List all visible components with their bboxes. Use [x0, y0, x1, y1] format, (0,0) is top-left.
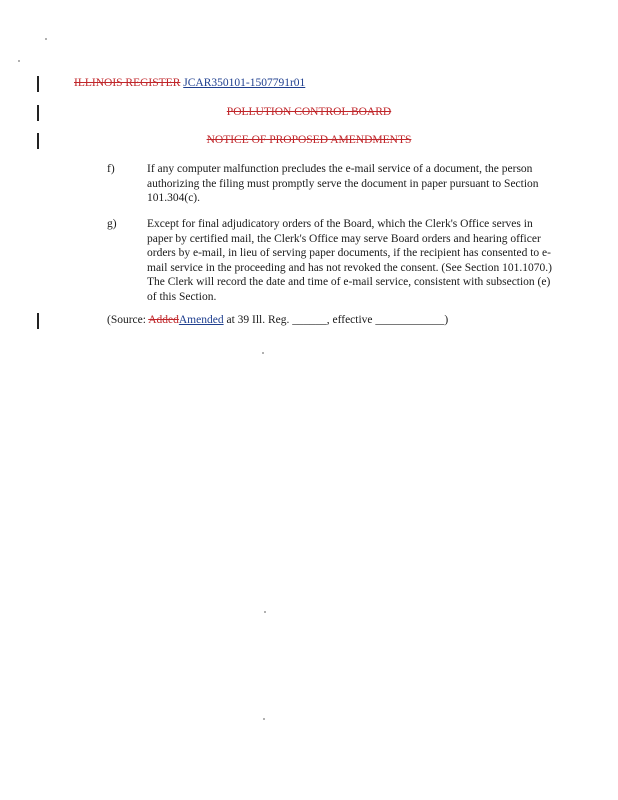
- item-text: If any computer malfunction precludes the e-mail service of a document, the person authorizing the filing must promptly serve the document in paper pursuant to Section 101.304(c).: [147, 163, 539, 204]
- register-deleted-text: ILLINOIS REGISTER: [74, 77, 181, 89]
- scan-speck: [263, 718, 265, 720]
- scan-speck: [18, 60, 20, 62]
- item-label: f): [107, 163, 115, 175]
- change-bar: [37, 313, 39, 329]
- notice-heading: NOTICE OF PROPOSED AMENDMENTS: [206, 134, 412, 146]
- register-inserted-text: JCAR350101-1507791r01: [183, 77, 306, 89]
- change-bar: [37, 76, 39, 92]
- item-text: Except for final adjudicatory orders of the Board, which the Clerk's Office serves in paper by certified mail, the Clerk's Office may serve Board orders and hearing officer orders by e-mail, in lieu of serving paper documents, if the recipient has consented to e-mail service in the proceeding and has not revoked the consent. (See Section 101.1070.) The Clerk will record the date and time of e-mail service, consistent with subsection (e) of this Section.: [147, 218, 552, 303]
- source-note: (Source: AddedAmended at 39 Ill. Reg. ______, effective ____________): [107, 314, 449, 326]
- source-inserted-text: Amended: [178, 314, 224, 326]
- scan-speck: [262, 352, 264, 354]
- list-item: [107, 217, 557, 304]
- item-label: g): [107, 218, 117, 230]
- list-item: [107, 162, 557, 206]
- scan-speck: [264, 611, 266, 613]
- source-deleted-text: Added: [148, 314, 179, 326]
- scan-speck: [45, 38, 47, 40]
- register-header: [74, 77, 305, 89]
- agency-heading: POLLUTION CONTROL BOARD: [226, 106, 392, 118]
